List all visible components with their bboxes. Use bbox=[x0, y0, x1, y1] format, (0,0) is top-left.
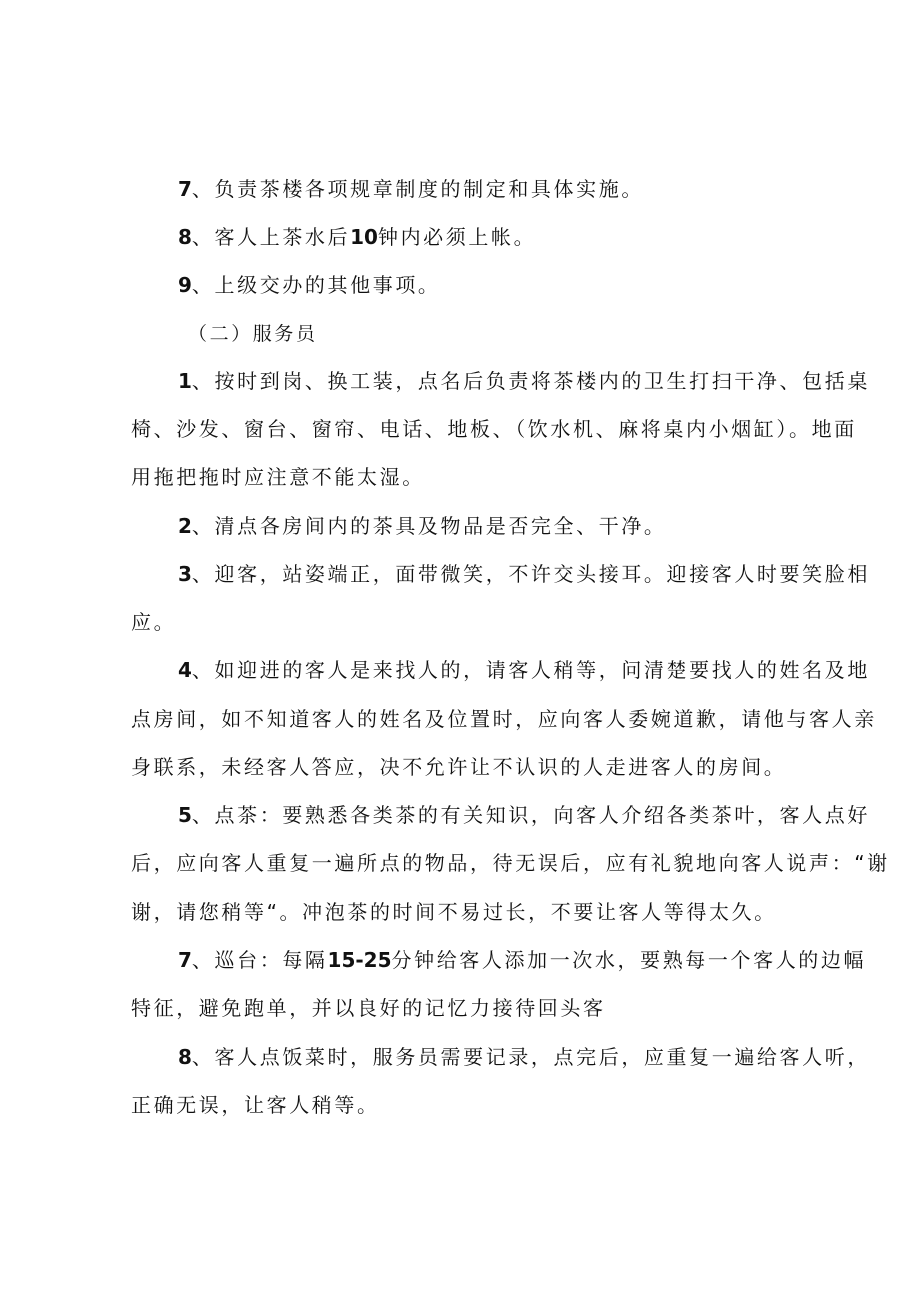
item-a7: 7、负责茶楼各项规章制度的制定和具体实施。 bbox=[178, 177, 644, 201]
item-b1-line1: 1、按时到岗、换工装，点名后负责将茶楼内的卫生打扫干净、包括桌 bbox=[178, 369, 870, 393]
section-heading: （二）服务员 bbox=[188, 323, 318, 345]
item-b8-line1: 8、客人点饭菜时，服务员需要记录，点完后，应重复一遍给客人听， bbox=[178, 1045, 870, 1069]
item-b1-line2: 椅、沙发、窗台、窗帘、电话、地板、（饮水机、麻将桌内小烟缸）。地面 bbox=[131, 417, 857, 441]
item-b5-line2: 后，应向客人重复一遍所点的物品，待无误后，应有礼貌地向客人说声：“谢 bbox=[131, 851, 890, 875]
item-b8-line2: 正确无误，让客人稍等。 bbox=[131, 1093, 380, 1117]
item-b4-line3: 身联系，未经客人答应，决不允许让不认识的人走进客人的房间。 bbox=[131, 755, 787, 779]
item-b7-line2: 特征，避免跑单，并以良好的记忆力接待回头客 bbox=[131, 996, 606, 1020]
item-b3-line2: 应。 bbox=[131, 610, 177, 634]
item-b7-line1: 7、巡台：每隔15-25分钟给客人添加一次水，要熟每一个客人的边幅 bbox=[178, 948, 867, 972]
item-b4-line2: 点房间，如不知道客人的姓名及位置时，应向客人委婉道歉，请他与客人亲 bbox=[131, 707, 877, 731]
item-b3-line1: 3、迎客，站姿端正，面带微笑，不许交头接耳。迎接客人时要笑脸相 bbox=[178, 562, 870, 586]
item-b4-line1: 4、如迎进的客人是来找人的，请客人稍等，问清楚要找人的姓名及地 bbox=[178, 658, 870, 682]
item-b1-line3: 用拖把拖时应注意不能太湿。 bbox=[131, 465, 425, 489]
item-a9: 9、上级交办的其他事项。 bbox=[178, 273, 441, 297]
item-b2: 2、清点各房间内的茶具及物品是否完全、干净。 bbox=[178, 514, 667, 538]
item-b5-line1: 5、点茶：要熟悉各类茶的有关知识，向客人介绍各类茶叶，客人点好 bbox=[178, 803, 870, 827]
item-b5-line3: 谢，请您稍等“。冲泡茶的时间不易过长，不要让客人等得太久。 bbox=[131, 900, 777, 924]
item-a8: 8、客人上茶水后10钟内必须上帐。 bbox=[178, 225, 537, 249]
